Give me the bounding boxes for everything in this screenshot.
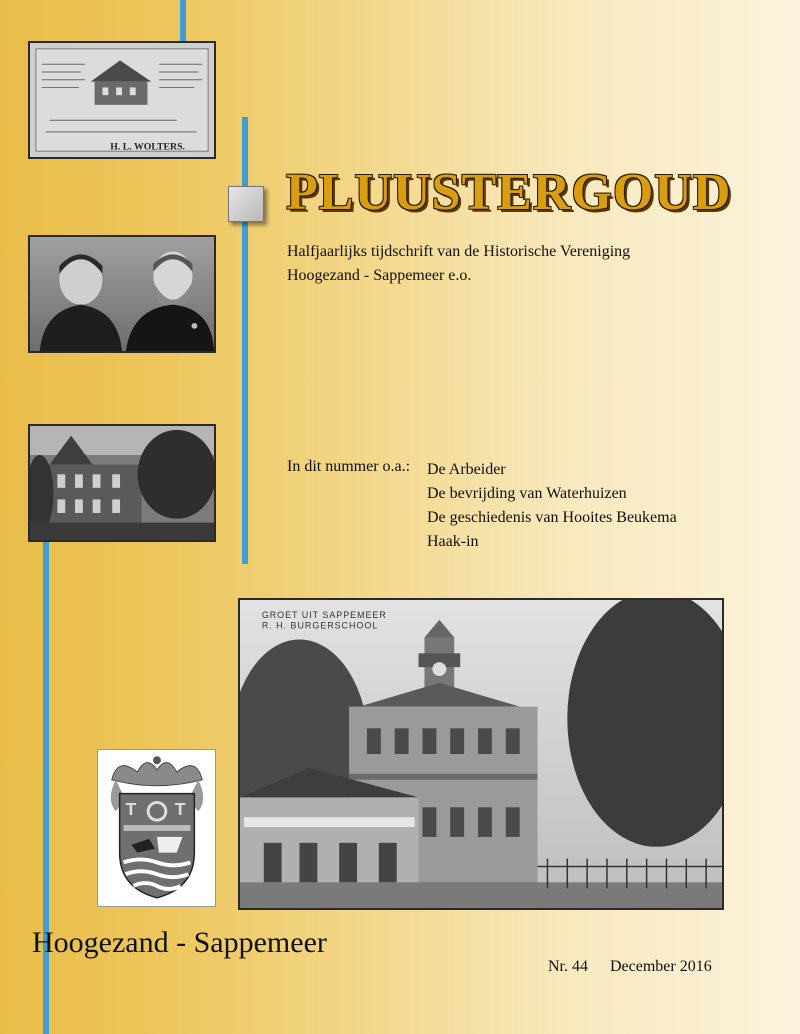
magazine-subtitle — [287, 240, 717, 288]
school-postcard-photo — [238, 598, 724, 910]
coat-of-arms-icon — [98, 750, 215, 906]
contents-item: De Arbeider — [427, 461, 506, 478]
villa-photo — [28, 424, 216, 542]
coat-of-arms-panel — [97, 749, 216, 907]
magazine-title: PLUUSTERGOUD — [286, 164, 732, 221]
title-square-ornament — [228, 186, 264, 222]
contents-item: De geschiedenis van Hooites Beukema — [427, 509, 677, 526]
postcard-caption-line1: GROET UIT SAPPEMEER — [261, 609, 387, 620]
issue-number: Nr. 44 — [548, 958, 588, 975]
accent-line-middle — [242, 117, 248, 564]
couple-portrait-photo — [28, 235, 216, 353]
issue-date: December 2016 — [610, 958, 712, 975]
postcard-caption-line2: R. H. BURGERSCHOOL — [261, 620, 379, 631]
contents-label: In dit nummer o.a.: — [287, 458, 411, 475]
contents-item: Haak-in — [427, 533, 479, 550]
svg-text:T: T — [174, 799, 186, 820]
place-name: Hoogezand - Sappemeer — [32, 926, 327, 959]
issue-info — [548, 958, 712, 976]
letterhead-name: H. L. WOLTERS. — [110, 141, 186, 153]
contents-list — [427, 458, 677, 554]
letterhead-photo — [28, 41, 216, 159]
subtitle-line-1: Halfjaarlijks tijdschrift van de Historische Vereniging — [287, 243, 631, 260]
contents-item: De bevrijding van Waterhuizen — [427, 485, 627, 502]
subtitle-line-2: Hoogezand - Sappemeer e.o. — [287, 267, 472, 284]
svg-text:T: T — [125, 799, 137, 820]
